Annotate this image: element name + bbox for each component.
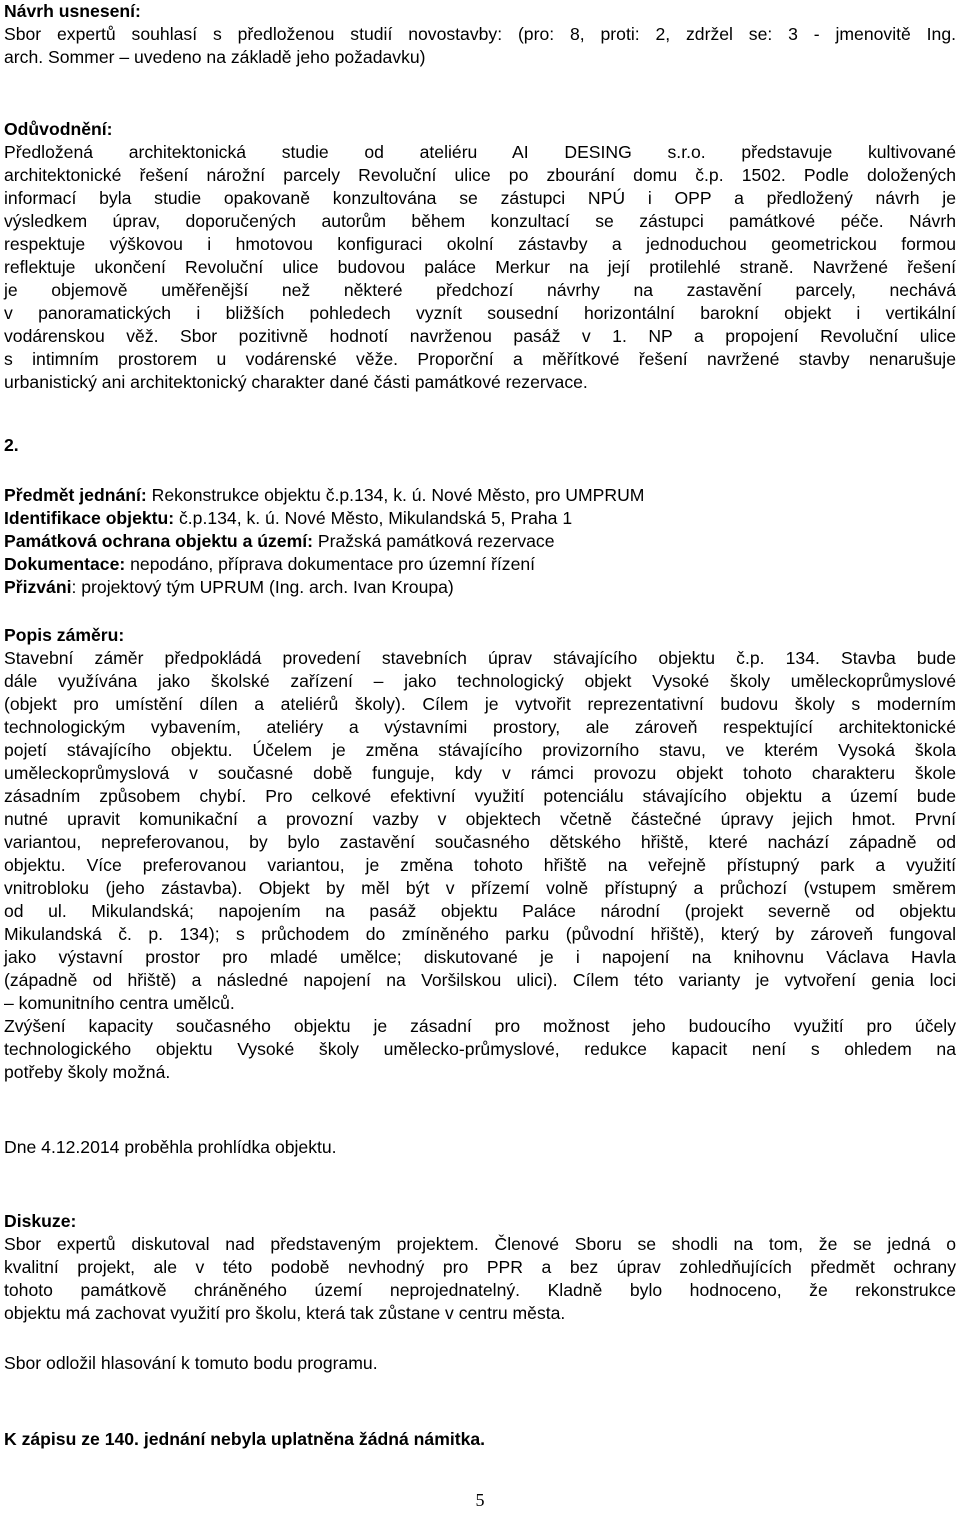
intent-heading: Popis záměru: <box>4 625 125 645</box>
postponed-note-text: Sbor odložil hlasování k tomuto bodu programu. <box>4 1353 378 1373</box>
field-invited <box>4 576 956 599</box>
inspection-note-text: Dne 4.12.2014 proběhla prohlídka objektu. <box>4 1137 337 1157</box>
reasoning-line: v panoramatických i bližších pohledech vyznít sousední horizontální barokní objekt i vertikální <box>4 303 956 323</box>
reasoning-line: je objemově uměřenější než některé předchozí návrhy na zastavění parcely, nechává <box>4 280 956 300</box>
reasoning-line: urbanistický ani architektonický charakter dané části památkové rezervace. <box>4 372 588 392</box>
reasoning-line: architektonické řešení nárožní parcely Revoluční ulice po zbourání domu č.p. 1502. Podle doložených <box>4 165 956 185</box>
section-number <box>4 434 956 457</box>
reasoning-line: respektuje výškovou i hmotovou konfiguraci okolní zástavby a jednoduchou geometrickou formou <box>4 234 956 254</box>
intent-line: technologického objektu Vysoké školy umělecko-průmyslové, redukce kapacit není s ohledem na <box>4 1039 956 1059</box>
field-value: Rekonstrukce objektu č.p.134, k. ú. Nové Město, pro UMPRUM <box>146 485 645 505</box>
intent-line: technologickým vybavením, ateliéry a výstavními prostory, ale zároveň respektující architektonické <box>4 717 956 737</box>
intent-line: jako výstavní prostor pro mladé umělce; diskutované je i napojení na knihovnu Václava Havla <box>4 947 956 967</box>
intent-line: objektu. Více preferovanou variantou, je změna tohoto hřiště na veřejně přístupný park a využití <box>4 855 956 875</box>
intent-line: pojetí stávajícího objektu. Účelem je změna stávajícího provizorního stavu, ve kterém Vysoká škola <box>4 740 956 760</box>
intent-line: od ul. Mikulandská; napojením na pasáž objektu Paláce národní (projekt severně od objektu <box>4 901 956 921</box>
resolution-line: arch. Sommer – uvedeno na základě jeho požadavku) <box>4 47 426 67</box>
reasoning-line: vodárenskou věž. Sbor pozitivně hodnotí navrženou pasáž v 1. NP a propojení Revoluční ulice <box>4 326 956 346</box>
resolution-heading: Návrh usnesení: <box>4 1 141 21</box>
intent-line: potřeby školy možná. <box>4 1062 171 1082</box>
intent-line: nutné upravit komunikační a provozní vazby v objektech včetně částečné úpravy jejich hmot. První <box>4 809 956 829</box>
field-label: Předmět jednání: <box>4 485 147 505</box>
discussion-line: kvalitní projekt, ale v této podobě nevhodný pro PPR a bez úprav zohledňujících předmět ochrany <box>4 1257 956 1277</box>
field-identification <box>4 507 956 530</box>
field-value: : projektový tým UPRUM (Ing. arch. Ivan Kroupa) <box>71 577 454 597</box>
reasoning-line: reflektuje ukončení Revoluční ulice budovou paláce Merkur na její protilehlé straně. Navržené řešení <box>4 257 956 277</box>
objections-note-text: K zápisu ze 140. jednání nebyla uplatněna žádná námitka. <box>4 1429 486 1449</box>
section-number-label: 2. <box>4 435 19 455</box>
field-documentation <box>4 553 956 576</box>
intent-line: (objekt pro umístění dílen a ateliérů školy). Cílem je vytvořit reprezentativní budovu školy s moderním <box>4 694 956 714</box>
reasoning-section <box>4 118 956 394</box>
field-value: Pražská památková rezervace <box>312 531 555 551</box>
intent-line: – komunitního centra umělců. <box>4 993 235 1013</box>
field-label: Přizváni <box>4 577 72 597</box>
discussion-line: tohoto památkově chráněného území neprojednatelný. Kladně bylo hodnoceno, že rekonstrukce <box>4 1280 956 1300</box>
reasoning-line: s intimním prostorem u vodárenské věže. Proporční a měřítkové řešení navržené stavby nenarušuje <box>4 349 956 369</box>
field-subject <box>4 484 956 507</box>
intent-section <box>4 624 956 1084</box>
metadata-fields <box>4 484 956 599</box>
reasoning-line: informací byla studie opakovaně konzultována se zástupci NPÚ i OPP a předložený návrh je <box>4 188 956 208</box>
postponed-note <box>4 1352 956 1375</box>
intent-line: Mikulandská č. p. 134); s průchodem do zmíněného parku (původní hřiště), který by zároveň fungoval <box>4 924 956 944</box>
intent-line: zásadním způsobem chybí. Pro celkové efektivní využití potenciálu stávajícího objektu a území bude <box>4 786 956 806</box>
field-label: Památková ochrana objektu a území: <box>4 531 313 551</box>
intent-line: (západně od hřiště) a následné napojení na Voršilskou ulici). Cílem této varianty je vytvoření genia loci <box>4 970 956 990</box>
discussion-heading: Diskuze: <box>4 1211 77 1231</box>
intent-line: Stavební záměr předpokládá provedení stavebních úprav stávajícího objektu č.p. 134. Stavba bude <box>4 648 956 668</box>
reasoning-line: výsledkem úprav, doporučených autorům během konzultací se zástupci památkové péče. Návrh <box>4 211 956 231</box>
intent-line: Zvýšení kapacity současného objektu je zásadní pro možnost jeho budoucího využití pro účely <box>4 1016 956 1036</box>
page-number: 5 <box>475 1490 485 1510</box>
field-value: č.p.134, k. ú. Nové Město, Mikulandská 5, Praha 1 <box>174 508 573 528</box>
field-protection <box>4 530 956 553</box>
discussion-section <box>4 1210 956 1325</box>
intent-line: variantou, nepreferovanou, by bylo zastavění současného dětského hřiště, které nachází západně od <box>4 832 956 852</box>
field-label: Identifikace objektu: <box>4 508 175 528</box>
discussion-line: Sbor expertů diskutoval nad představeným projektem. Členové Sboru se shodli na tom, že se jedná o <box>4 1234 956 1254</box>
intent-line: dále využívána jako školské zařízení – jako technologický objekt Vysoké školy uměleckoprůmyslové <box>4 671 956 691</box>
intent-line: uměleckoprůmyslová v současné době funguje, kdy v rámci provozu objekt tohoto charakteru škole <box>4 763 956 783</box>
resolution-section <box>4 0 956 69</box>
field-value: nepodáno, příprava dokumentace pro územní řízení <box>125 554 536 574</box>
discussion-line: objektu má zachovat využití pro školu, která tak zůstane v centru města. <box>4 1303 566 1323</box>
objections-note <box>4 1428 956 1451</box>
reasoning-line: Předložená architektonická studie od ateliéru AI DESING s.r.o. představuje kultivované <box>4 142 956 162</box>
resolution-line: Sbor expertů souhlasí s předloženou studií novostavby: (pro: 8, proti: 2, zdržel se: 3 - jmenovitě Ing. <box>4 24 956 44</box>
intent-line: vnitrobloku (jeho zástavba). Objekt by měl být v přízemí volně přístupný a průchozí (vstupem směrem <box>4 878 956 898</box>
inspection-note <box>4 1136 956 1159</box>
field-label: Dokumentace: <box>4 554 126 574</box>
reasoning-heading: Odůvodnění: <box>4 119 113 139</box>
